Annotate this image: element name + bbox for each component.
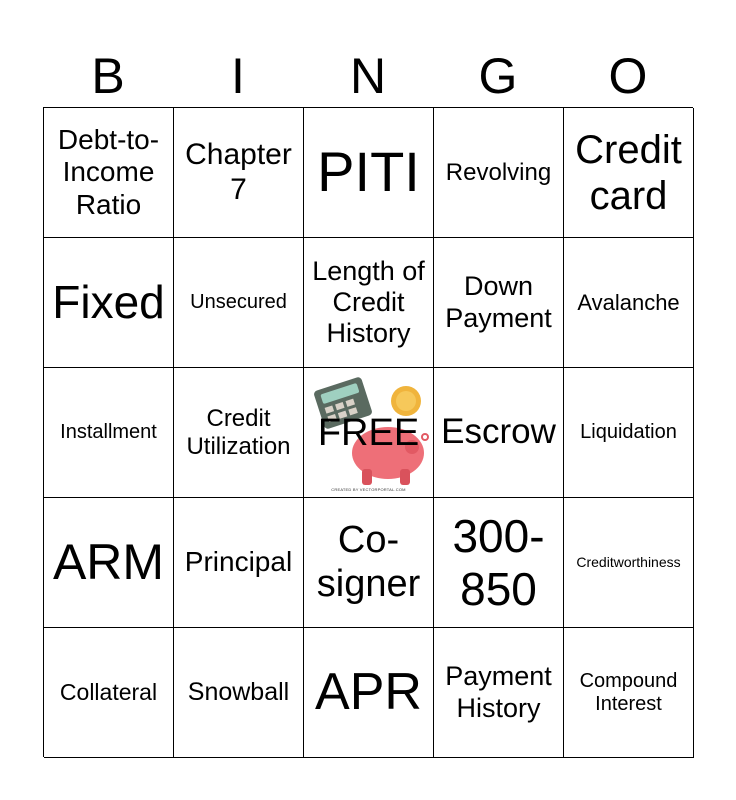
cell-label: Installment <box>60 421 157 443</box>
cell-label: Principal <box>184 546 293 578</box>
bingo-cell[interactable] <box>304 628 434 758</box>
cell-label: Revolving <box>445 158 552 186</box>
image-credit: CREATED BY VECTORPORTAL.COM <box>331 486 406 492</box>
bingo-cell[interactable] <box>174 628 304 758</box>
bingo-cell[interactable] <box>564 628 694 758</box>
cell-label: Collateral <box>59 679 158 706</box>
bingo-cell[interactable] <box>434 238 564 368</box>
bingo-cell[interactable] <box>434 628 564 758</box>
cell-label: Credit Utilization <box>186 404 291 460</box>
cell-label: ARM <box>52 533 165 590</box>
cell-label: Length of Credit History <box>312 255 425 349</box>
bingo-header <box>43 44 693 108</box>
header-letter-n: N <box>349 48 387 104</box>
cell-label: Compound Interest <box>579 669 678 715</box>
bingo-cell[interactable] <box>44 108 174 238</box>
cell-label: Credit card <box>575 127 682 218</box>
cell-label: Escrow <box>441 412 556 452</box>
cell-label: Creditworthiness <box>576 554 681 571</box>
cell-label: Co-signer <box>316 518 421 605</box>
cell-label: APR <box>315 662 422 721</box>
bingo-cell[interactable] <box>434 108 564 238</box>
bingo-cell[interactable] <box>304 238 434 368</box>
bingo-cell[interactable] <box>434 498 564 628</box>
cell-label: Chapter 7 <box>185 138 292 206</box>
bingo-cell[interactable] <box>434 368 564 498</box>
bingo-cell[interactable] <box>44 628 174 758</box>
bingo-cell[interactable] <box>44 498 174 628</box>
cell-label: Debt-to-Income Ratio <box>57 124 160 220</box>
header-letter-i: I <box>231 48 245 104</box>
cell-label: Snowball <box>187 678 290 707</box>
cell-label: Unsecured <box>190 291 287 313</box>
header-letter-b: B <box>91 48 125 104</box>
bingo-cell[interactable] <box>174 108 304 238</box>
cell-label: Liquidation <box>580 421 677 443</box>
bingo-cell[interactable] <box>174 368 304 498</box>
bingo-cell[interactable] <box>564 498 694 628</box>
cell-label: Down Payment <box>445 271 552 333</box>
bingo-cell[interactable] <box>564 108 694 238</box>
cell-label: PITI <box>317 140 420 204</box>
bingo-cell[interactable] <box>304 108 434 238</box>
bingo-cell[interactable] <box>174 238 304 368</box>
bingo-cell[interactable] <box>44 368 174 498</box>
bingo-cell[interactable] <box>304 498 434 628</box>
header-letter-g: G <box>478 48 518 104</box>
cell-label: Payment History <box>445 661 552 723</box>
free-space <box>308 369 429 497</box>
cell-label: 300-850 <box>452 509 545 615</box>
bingo-cell[interactable] <box>174 498 304 628</box>
free-space-label: FREE <box>317 411 420 454</box>
free-space-cell[interactable] <box>304 368 434 498</box>
bingo-cell[interactable] <box>564 368 694 498</box>
bingo-cell[interactable] <box>44 238 174 368</box>
header-letter-o: O <box>608 48 648 104</box>
cell-label: Avalanche <box>577 289 680 315</box>
bingo-cell[interactable] <box>564 238 694 368</box>
bingo-board <box>43 107 693 757</box>
cell-label: Fixed <box>52 276 165 329</box>
